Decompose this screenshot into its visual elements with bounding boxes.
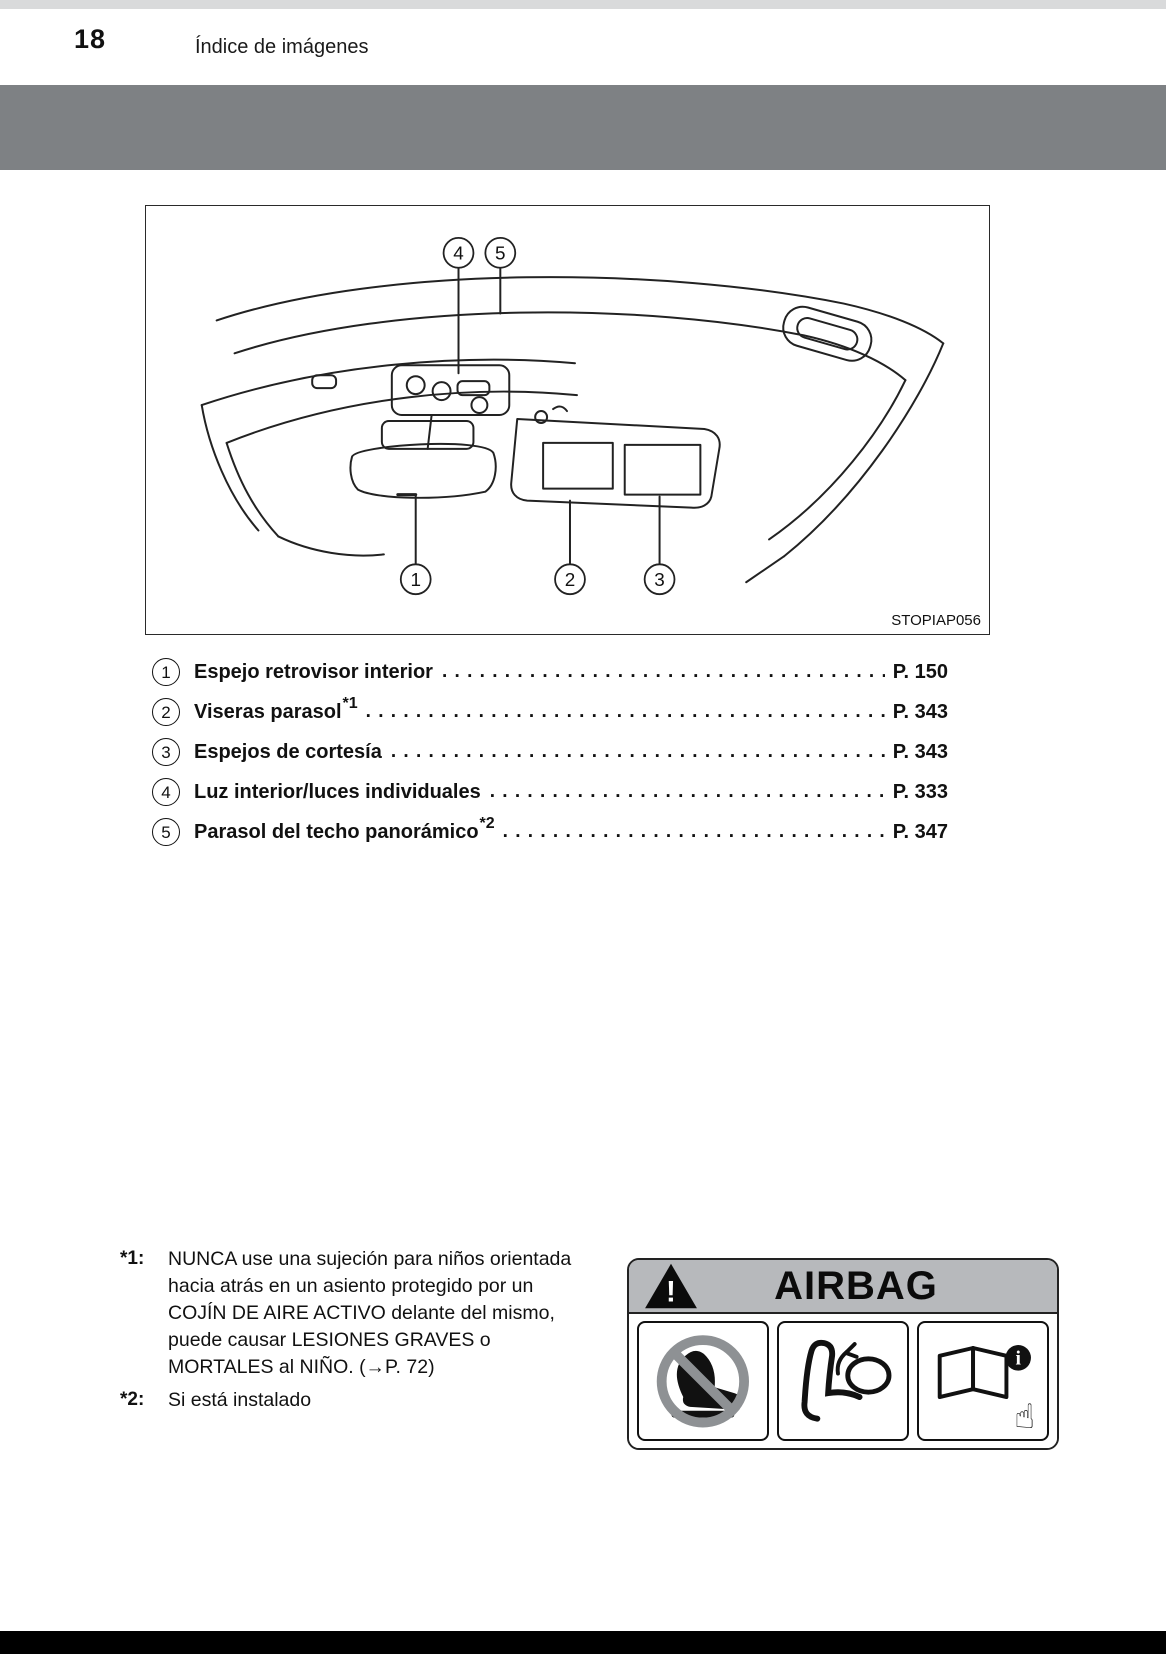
dot-leader <box>442 661 885 683</box>
item-label: Viseras parasol <box>194 700 342 723</box>
item-page-ref: P. 347 <box>892 820 948 843</box>
item-number-badge: 2 <box>152 698 180 726</box>
item-page-ref: P. 333 <box>892 780 948 803</box>
seat-airbag-icon <box>777 1321 909 1441</box>
callout-2 <box>555 564 585 594</box>
dot-leader <box>366 701 885 723</box>
page-number: 18 <box>74 24 107 54</box>
footnotes-block <box>120 1246 610 1414</box>
pointing-hand-icon: ☝ <box>1014 1397 1035 1437</box>
item-number-badge: 4 <box>152 778 180 806</box>
image-index-list <box>152 652 948 852</box>
callout-1 <box>401 564 431 594</box>
warning-triangle-icon <box>643 1261 699 1311</box>
car-interior-line-art <box>146 206 989 634</box>
footnote-marker: *2: <box>120 1389 145 1410</box>
footnote-text: Si está instalado <box>168 1389 312 1411</box>
section-banner <box>0 85 1166 170</box>
callout-5 <box>485 238 515 268</box>
svg-text:i: i <box>1015 1348 1022 1370</box>
image-code: STOPIAP056 <box>891 612 981 629</box>
item-number-badge: 3 <box>152 738 180 766</box>
item-footnote-ref: *2 <box>479 815 495 832</box>
airbag-warning-label <box>627 1258 1059 1450</box>
footnote-1 <box>120 1246 610 1381</box>
airbag-label-header <box>629 1260 1057 1314</box>
airbag-label-pictograms <box>629 1314 1057 1448</box>
item-footnote-ref: *1 <box>342 695 358 712</box>
footnote-text: NUNCA use una sujeción para niños orientada hacia atrás en un asiento protegido por un COJÍN DE AIRE ACTIVO delante del mismo, puede causar LESIONES GRAVES o MORTALES al NIÑO. (→P. 72) <box>168 1248 572 1378</box>
interior-overhead-diagram <box>145 205 990 635</box>
item-page-ref: P. 343 <box>892 700 948 723</box>
item-label: Espejo retrovisor interior <box>194 660 433 683</box>
section-title: Índice de imágenes <box>195 36 369 58</box>
index-row <box>152 732 948 772</box>
item-number-badge: 5 <box>152 818 180 846</box>
index-row <box>152 692 948 732</box>
footnote-2 <box>120 1387 610 1414</box>
footnote-marker: *1: <box>120 1248 145 1269</box>
owners-manual-book-icon <box>917 1321 1049 1441</box>
diagram-callouts <box>401 238 675 594</box>
item-label: Espejos de cortesía <box>194 740 382 763</box>
svg-text:1: 1 <box>410 570 421 592</box>
item-page-ref: P. 150 <box>892 660 948 683</box>
item-number-badge: 1 <box>152 658 180 686</box>
item-label: Parasol del techo panorámico <box>194 820 479 843</box>
svg-text:!: ! <box>666 1275 676 1309</box>
airbag-title: AIRBAG <box>774 1263 938 1308</box>
dot-leader <box>391 741 885 763</box>
index-row <box>152 772 948 812</box>
svg-text:4: 4 <box>453 243 464 265</box>
item-label: Luz interior/luces individuales <box>194 780 481 803</box>
callout-3 <box>645 564 675 594</box>
dot-leader <box>490 781 885 803</box>
item-page-ref: P. 343 <box>892 740 948 763</box>
callout-4 <box>444 238 474 268</box>
page-footer-bar <box>0 1631 1166 1654</box>
svg-text:5: 5 <box>495 243 506 265</box>
page-edge-strip <box>0 0 1166 9</box>
index-row <box>152 652 948 692</box>
index-row <box>152 812 948 852</box>
svg-text:3: 3 <box>654 570 665 592</box>
no-rear-facing-child-seat-icon <box>637 1321 769 1441</box>
svg-text:2: 2 <box>564 570 576 592</box>
dot-leader <box>503 821 885 843</box>
